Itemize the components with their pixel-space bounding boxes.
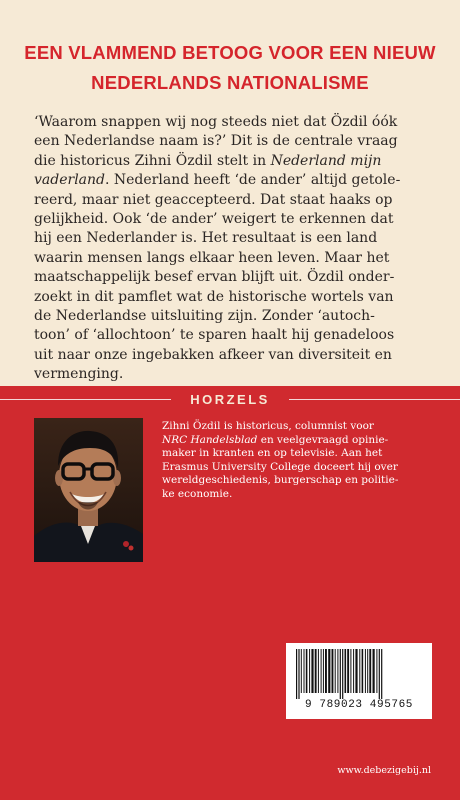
- blurb-line: de Nederlandse uitsluiting zijn. Zonder ‘autoch-: [34, 308, 375, 325]
- blurb: [34, 113, 434, 385]
- headline-line: NEDERLANDS NATIONALISME: [91, 72, 369, 93]
- blurb-line: zoekt in dit pamflet wat de historische wortels van: [34, 288, 394, 305]
- bio-line: Zihni Özdil is historicus, columnist voor: [162, 420, 374, 432]
- blurb-line: gelijkheid. Ook ‘de ander’ weigert te erkennen dat: [34, 211, 394, 228]
- isbn-number: 9 789023 495765: [304, 699, 414, 711]
- blurb-line: hij een Nederlander is. Het resultaat is een land: [34, 230, 378, 247]
- series-band: [0, 386, 460, 414]
- bio-line: [162, 434, 432, 448]
- series-label: HORZELS: [171, 389, 289, 411]
- blurb-text: . Nederland heeft ‘de ander’ altijd getole-: [105, 172, 401, 189]
- barcode-bars: [294, 649, 424, 699]
- headline: [0, 38, 460, 98]
- blurb-line: [34, 171, 434, 190]
- book-title: Nederland mijn: [270, 152, 382, 169]
- bio-line: wereldgeschiedenis, burgerschap en politie-: [162, 474, 399, 487]
- blurb-text: die historicus Zihni Özdil stelt in: [34, 152, 267, 169]
- cream-panel: [0, 0, 460, 386]
- author-bio: [162, 420, 432, 502]
- blurb-line: waarin mensen langs elkaar heen leven. Maar het: [34, 249, 390, 266]
- blurb-line: uit naar onze ingebakken afkeer van diversiteit en: [34, 346, 392, 363]
- headline-line: EEN VLAMMEND BETOOG VOOR EEN NIEUW: [24, 42, 436, 63]
- blurb-line: vermenging.: [34, 366, 124, 383]
- publisher-website: www.debezigebij.nl: [337, 765, 431, 776]
- newspaper-name: NRC Handelsblad: [162, 433, 258, 446]
- blurb-line: een Nederlandse naam is?’ Dit is de centrale vraag: [34, 133, 398, 150]
- bio-text: en veelgevraagd opinie-: [257, 433, 389, 446]
- blurb-line: ‘Waarom snappen wij nog steeds niet dat Özdil óók: [34, 114, 398, 130]
- blurb-line: toon’ of ‘allochtoon’ te sparen haalt hij genadeloos: [34, 327, 395, 344]
- bio-line: Erasmus University College doceert hij over: [162, 460, 398, 473]
- author-photo: [34, 418, 143, 562]
- book-title: vaderland: [34, 172, 105, 189]
- bio-line: ke economie.: [162, 487, 233, 500]
- blurb-line: [34, 152, 434, 171]
- blurb-line: reerd, maar niet geaccepteerd. Dat staat haaks op: [34, 191, 393, 208]
- bio-line: maker in kranten en op televisie. Aan het: [162, 447, 383, 460]
- blurb-line: maatschappelijk besef ervan blijft uit. Özdil onder-: [34, 269, 395, 286]
- barcode: [286, 643, 432, 719]
